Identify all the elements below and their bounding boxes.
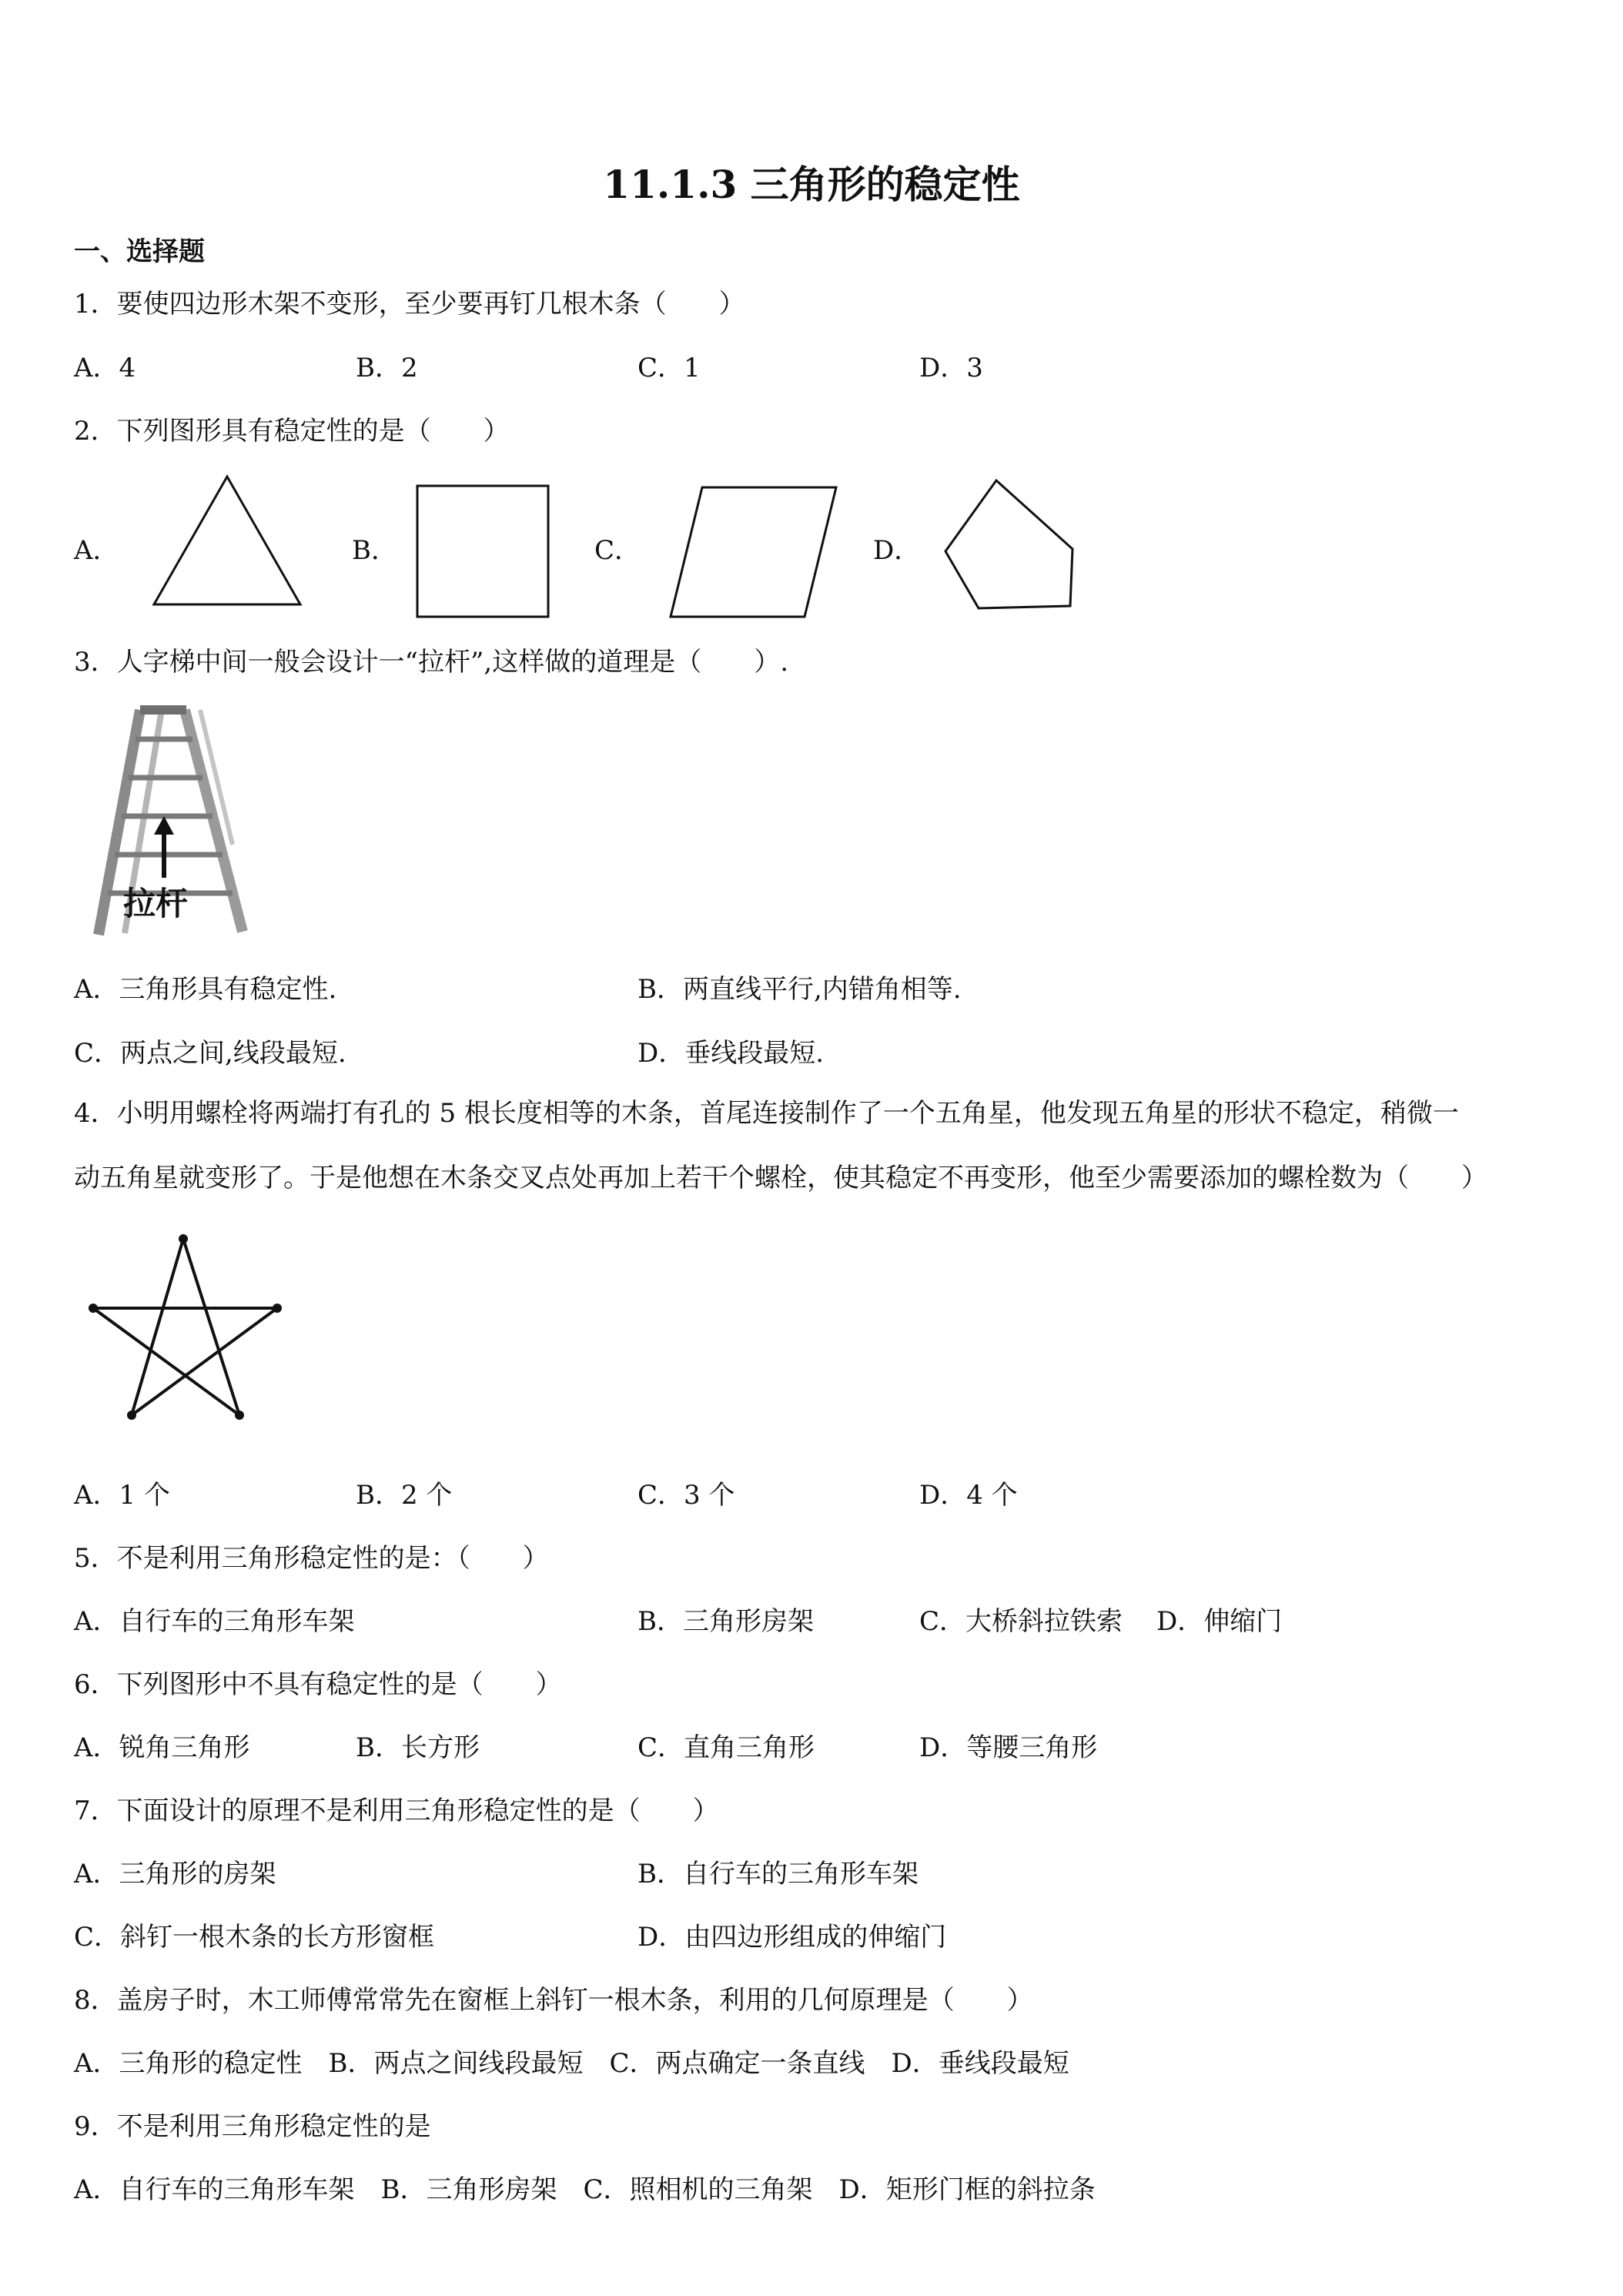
question-6-stem: 6．下列图形中不具有稳定性的是（ ）	[74, 1669, 562, 1700]
parallelogram-figure	[662, 485, 847, 624]
square-figure	[408, 481, 562, 620]
question-4-stem-line1: 4．小明用螺栓将两端打有孔的 5 根长度相等的木条，首尾连接制作了一个五角星，他发现五角星的形状不稳定，稍微一	[74, 1098, 1459, 1129]
q2-option-d: D．	[873, 535, 921, 566]
q1-option-b: B．2	[356, 353, 418, 383]
q4-option-b: B．2 个	[356, 1480, 453, 1511]
page-title: 11.1.3 三角形的稳定性	[603, 162, 1020, 207]
q3-option-c: C．两点之间,线段最短.	[74, 1038, 346, 1069]
q5-option-c: C．大桥斜拉铁索	[919, 1606, 1123, 1637]
question-3-stem: 3．人字梯中间一般会设计一“拉杆”,这样做的道理是（ ）.	[74, 647, 789, 678]
q6-option-a: A．锐角三角形	[74, 1732, 250, 1763]
q9-options: A．自行车的三角形车架 B．三角形房架 C．照相机的三角架 D．矩形门框的斜拉条	[74, 2174, 1096, 2205]
section-heading: 一、选择题	[74, 236, 205, 267]
question-4-stem-line2: 动五角星就变形了。于是他想在木条交叉点处再加上若干个螺栓，使其稳定不再变形，他至少需要添加的螺栓数为（ ）	[74, 1163, 1487, 1193]
q7-option-d: D．由四边形组成的伸缩门	[637, 1922, 947, 1953]
q6-option-b: B．长方形	[356, 1732, 480, 1763]
question-2-stem: 2．下列图形具有稳定性的是（ ）	[74, 416, 510, 447]
question-8-stem: 8．盖房子时，木工师傅常常先在窗框上斜钉一根木条，利用的几何原理是（ ）	[74, 1985, 1033, 2016]
q5-option-b: B．三角形房架	[637, 1606, 814, 1637]
q1-option-c: C．1	[637, 353, 701, 383]
five-pointed-star-image	[77, 1228, 293, 1436]
q3-option-d: D．垂线段最短.	[637, 1038, 825, 1069]
q7-option-c: C．斜钉一根木条的长方形窗框	[74, 1922, 435, 1953]
question-1-stem: 1．要使四边形木架不变形，至少要再钉几根木条（ ）	[74, 289, 745, 320]
q4-option-c: C．3 个	[637, 1480, 735, 1511]
question-5-stem: 5．不是利用三角形稳定性的是：（ ）	[74, 1543, 549, 1574]
q2-option-c: C．	[594, 535, 641, 566]
q4-option-a: A．1 个	[74, 1480, 170, 1511]
q7-option-b: B．自行车的三角形车架	[637, 1859, 919, 1889]
q2-option-a: A．	[74, 535, 119, 566]
question-9-stem: 9．不是利用三角形稳定性的是	[74, 2111, 431, 2142]
q8-options: A．三角形的稳定性 B．两点之间线段最短 C．两点确定一条直线 D．垂线段最短	[74, 2048, 1069, 2079]
q1-option-d: D．3	[919, 353, 983, 383]
q5-option-d: D．伸缩门	[1156, 1606, 1283, 1637]
q6-option-c: C．直角三角形	[637, 1732, 815, 1763]
q2-option-b: B．	[352, 535, 397, 566]
q6-option-d: D．等腰三角形	[919, 1732, 1098, 1763]
question-7-stem: 7．下面设计的原理不是利用三角形稳定性的是（ ）	[74, 1796, 719, 1826]
q3-option-b: B．两直线平行,内错角相等.	[637, 974, 962, 1005]
q7-option-a: A．三角形的房架	[74, 1859, 276, 1889]
ladder-label: 拉杆	[123, 885, 189, 922]
q5-option-a: A．自行车的三角形车架	[74, 1606, 355, 1637]
q4-option-d: D．4 个	[919, 1480, 1018, 1511]
q1-option-a: A．4	[74, 353, 136, 383]
q3-option-a: A．三角形具有稳定性.	[74, 974, 337, 1005]
pentagon-figure	[932, 474, 1086, 620]
triangle-figure	[146, 474, 316, 612]
